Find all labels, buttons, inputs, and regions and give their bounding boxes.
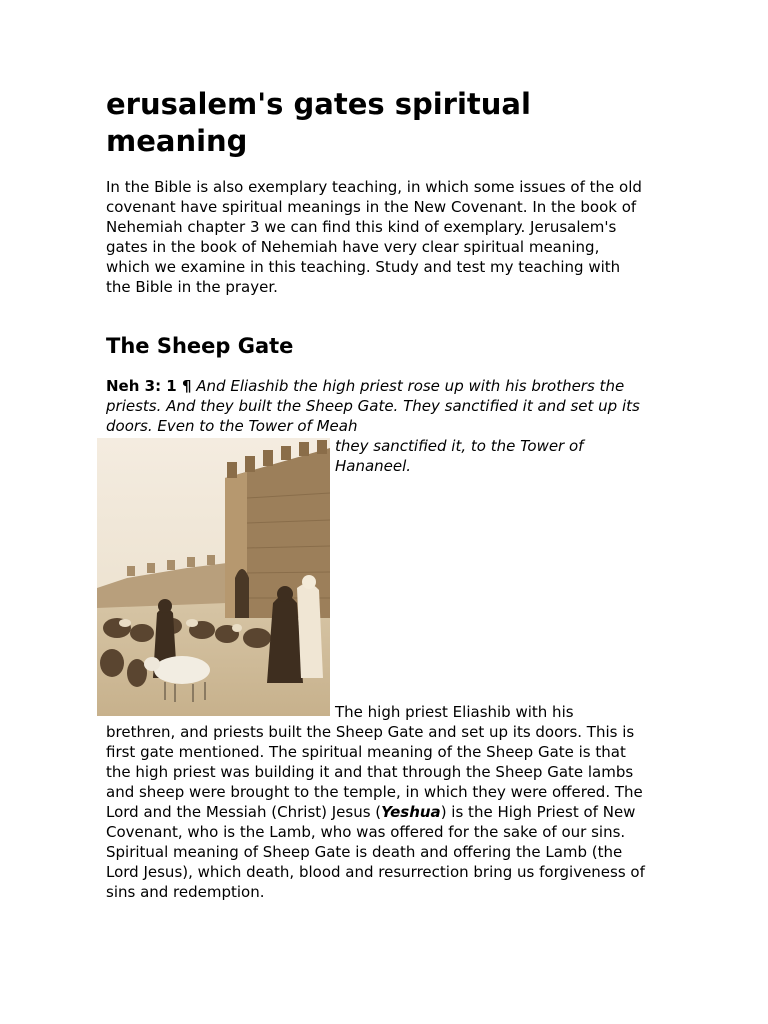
- body-continuation: brethren, and priests built the Sheep Gate and set up its doors. This is first gate mentioned. The spiritual meaning of the Sheep Gate is that the high priest was building it and that through the Sheep Gate lambs and sheep were brought to the temple, in which they were offered. The Lord and the Messiah (Christ) Jesus (: [106, 723, 643, 821]
- page-title: erusalem's gates spiritual meaning: [106, 87, 531, 158]
- sheep-gate-photo: [97, 438, 330, 716]
- intro-paragraph: In the Bible is also exemplary teaching, in which some issues of the old covenant have spiritual meanings in the New Covenant. In the book of Nehemiah chapter 3 we can find this kind of exemplary. Jerusalem's gates in the book of Nehemiah have very clear spiritual meaning, which we examine in this teaching. Study and test my teaching with the Bible in the prayer.: [106, 178, 642, 296]
- section-heading: The Sheep Gate: [106, 334, 294, 358]
- body-paragraph: [106, 722, 646, 902]
- body-ending: ) is the High Priest of New Covenant, who is the Lamb, who was offered for the sake of our sins. Spiritual meaning of Sheep Gate is death and offering the Lamb (the Lord Jesus), which death, blood and resurrection bring us forgiveness of sins and redemption.: [106, 803, 645, 901]
- verse-text-part1: And Eliashib the high priest rose up with his brothers the priests. And they built the Sheep Gate. They sanctified it and set up its doors. Even to the Tower of Meah: [106, 377, 640, 435]
- body-first-line: The high priest Eliashib with his: [335, 703, 574, 721]
- verse-paragraph: [106, 376, 646, 436]
- verse-text-part2: they sanctified it, to the Tower of Hananeel.: [335, 437, 584, 475]
- verse-reference: Neh 3: 1 ¶: [106, 377, 192, 395]
- body-emphasis: Yeshua: [381, 803, 441, 821]
